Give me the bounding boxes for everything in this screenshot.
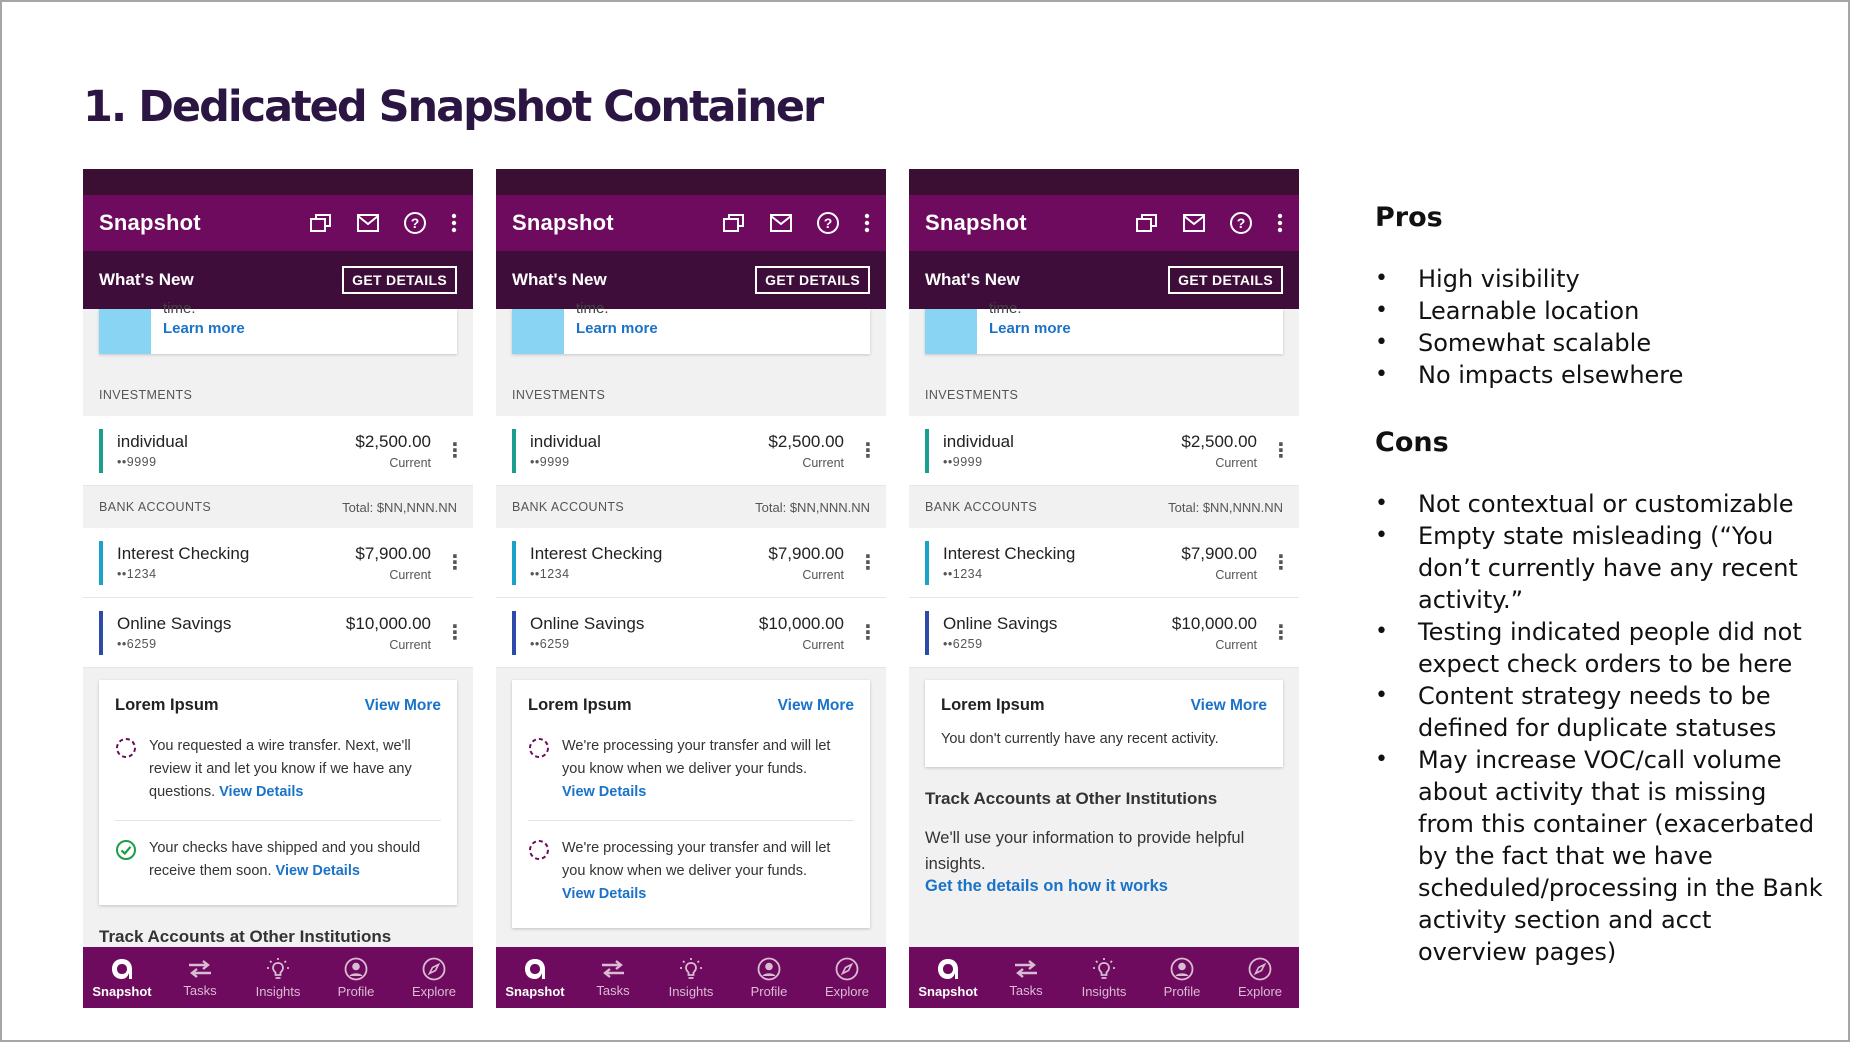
section-label-bank-accounts: BANK ACCOUNTS Total: $NN,NNN.NN — [99, 499, 457, 515]
profile-icon — [1170, 957, 1194, 981]
nav-item-insights[interactable]: Insights — [239, 947, 317, 1008]
account-name: Interest Checking — [530, 544, 663, 563]
whats-new-label: What's New — [99, 270, 194, 289]
account-color-bar — [99, 611, 103, 655]
app-title: Snapshot — [99, 210, 201, 235]
balance-label: Current — [389, 637, 431, 652]
promo-image — [512, 309, 564, 354]
accounts-switch-icon[interactable] — [1135, 212, 1159, 234]
account-color-bar — [99, 429, 103, 473]
account-row-individual[interactable] — [496, 416, 886, 486]
svg-text:?: ? — [823, 215, 833, 231]
nav-item-insights[interactable]: Insights — [1065, 947, 1143, 1008]
pending-circle-icon — [115, 737, 137, 759]
compass-icon — [422, 957, 446, 981]
app-bar — [83, 195, 473, 251]
transfer-arrows-icon — [1013, 958, 1039, 980]
lightbulb-icon — [265, 957, 291, 981]
promo-card — [99, 300, 457, 354]
pending-circle-icon — [528, 839, 550, 861]
nav-item-tasks[interactable]: Tasks — [161, 947, 239, 1008]
activity-item — [528, 820, 854, 914]
whats-new-label: What's New — [512, 270, 607, 289]
account-color-bar — [99, 541, 103, 585]
nav-item-snapshot[interactable]: Snapshot — [83, 947, 161, 1008]
track-accounts-title: Track Accounts at Other Institutions — [99, 927, 392, 946]
nav-item-profile[interactable]: Profile — [317, 947, 395, 1008]
learn-more-link[interactable]: Learn more — [163, 320, 245, 337]
account-number: ••1234 — [943, 567, 983, 581]
nav-item-tasks[interactable]: Tasks — [987, 947, 1065, 1008]
account-color-bar — [512, 611, 516, 655]
activity-text: Your checks have shipped and you should receive them soon. — [149, 840, 421, 879]
nav-item-snapshot[interactable]: Snapshot — [909, 947, 987, 1008]
account-balance: $7,900.00 — [355, 543, 431, 563]
balance-label: Current — [802, 567, 844, 582]
view-details-link[interactable]: View Details — [219, 784, 304, 800]
app-bar — [496, 195, 886, 251]
activity-card — [99, 680, 457, 905]
activity-item — [115, 820, 441, 891]
account-menu-icon[interactable]: ⋮ — [858, 621, 878, 644]
status-bar — [909, 169, 1299, 195]
bottom-navigation — [496, 947, 886, 1008]
get-details-button[interactable]: GET DETAILS — [1168, 266, 1283, 294]
activity-text: You requested a wire transfer. Next, we'll review it and let you know if we have any questions. — [149, 738, 412, 800]
snapshot-icon — [109, 957, 135, 981]
check-circle-icon — [115, 839, 137, 861]
balance-label: Current — [1215, 455, 1257, 470]
view-more-link[interactable]: View More — [364, 696, 441, 714]
empty-state-text: You don't currently have any recent activity. — [941, 731, 1219, 747]
account-menu-icon[interactable]: ⋮ — [445, 439, 465, 462]
account-row-interest-checking[interactable] — [83, 528, 473, 598]
list-item: • Not contextual or customizable — [1375, 488, 1825, 520]
mail-icon[interactable] — [357, 214, 379, 232]
mail-icon[interactable] — [770, 214, 792, 232]
account-balance: $7,900.00 — [768, 543, 844, 563]
section-label-bank-accounts: BANK ACCOUNTS Total: $NN,NNN.NN — [925, 499, 1283, 515]
cons-heading: Cons — [1375, 427, 1449, 458]
account-row-individual[interactable] — [909, 416, 1299, 486]
account-number: ••1234 — [117, 567, 157, 581]
track-accounts-description: We'll use your information to provide helpful insights. — [925, 829, 1245, 873]
list-item: • Testing indicated people did not expect check orders to be here — [1375, 616, 1825, 680]
accounts-switch-icon[interactable] — [722, 212, 746, 234]
account-menu-icon[interactable]: ⋮ — [445, 551, 465, 574]
list-item: • Empty state misleading (“You don’t currently have any recent activity.” — [1375, 520, 1825, 616]
phone-mockup-3 — [909, 169, 1299, 1008]
account-number: ••9999 — [530, 455, 570, 469]
transfer-arrows-icon — [600, 958, 626, 980]
bottom-navigation — [909, 947, 1299, 1008]
account-name: Online Savings — [117, 614, 232, 633]
view-details-link[interactable]: View Details — [562, 886, 647, 902]
track-accounts-section — [909, 767, 1299, 896]
account-menu-icon[interactable]: ⋮ — [1271, 621, 1291, 644]
balance-label: Current — [1215, 637, 1257, 652]
account-name: individual — [943, 432, 1014, 451]
account-name: individual — [117, 432, 188, 451]
lightbulb-icon — [678, 957, 704, 981]
account-name: Online Savings — [943, 614, 1058, 633]
phone-mockup-2 — [496, 169, 886, 1008]
status-bar — [83, 169, 473, 195]
balance-label: Current — [1215, 567, 1257, 582]
nav-item-tasks[interactable]: Tasks — [574, 947, 652, 1008]
account-balance: $2,500.00 — [768, 431, 844, 451]
balance-label: Current — [802, 637, 844, 652]
compass-icon — [835, 957, 859, 981]
promo-text: time. — [989, 300, 1022, 317]
account-color-bar — [925, 611, 929, 655]
more-vert-icon[interactable] — [864, 213, 870, 233]
account-name: individual — [530, 432, 601, 451]
promo-text: time. — [576, 300, 609, 317]
activity-card — [512, 680, 870, 928]
whats-new-bar — [909, 251, 1299, 309]
pros-cons-panel — [1375, 202, 1825, 968]
whats-new-label: What's New — [925, 270, 1020, 289]
account-color-bar — [512, 429, 516, 473]
account-balance: $7,900.00 — [1181, 543, 1257, 563]
activity-card-title: Lorem Ipsum — [941, 696, 1045, 714]
nav-item-profile[interactable]: Profile — [730, 947, 808, 1008]
account-balance: $2,500.00 — [1181, 431, 1257, 451]
view-more-link[interactable]: View More — [777, 696, 854, 714]
promo-card — [925, 300, 1283, 354]
list-item: • Learnable location — [1375, 295, 1825, 327]
list-item: • Somewhat scalable — [1375, 327, 1825, 359]
learn-more-link[interactable]: Learn more — [576, 320, 658, 337]
section-label-investments: INVESTMENTS — [512, 388, 606, 402]
account-number: ••1234 — [530, 567, 570, 581]
account-balance: $10,000.00 — [345, 613, 431, 633]
account-number: ••6259 — [117, 637, 157, 651]
account-balance: $2,500.00 — [355, 431, 431, 451]
phone-mockups — [83, 169, 1299, 1008]
track-accounts-title: Track Accounts at Other Institutions — [925, 789, 1218, 808]
transfer-arrows-icon — [187, 958, 213, 980]
bank-total: Total: $NN,NNN.NN — [755, 499, 870, 515]
list-item: • No impacts elsewhere — [1375, 359, 1825, 391]
account-row-online-savings[interactable] — [83, 598, 473, 668]
nav-item-snapshot[interactable]: Snapshot — [496, 947, 574, 1008]
accounts-switch-icon[interactable] — [309, 212, 333, 234]
list-item: • Content strategy needs to be defined for duplicate statuses — [1375, 680, 1825, 744]
compass-icon — [1248, 957, 1272, 981]
bottom-navigation — [83, 947, 473, 1008]
account-number: ••9999 — [117, 455, 157, 469]
account-number: ••9999 — [943, 455, 983, 469]
activity-item — [528, 727, 854, 812]
get-details-button[interactable]: GET DETAILS — [755, 266, 870, 294]
app-bar-actions — [722, 211, 870, 235]
nav-item-insights[interactable]: Insights — [652, 947, 730, 1008]
account-number: ••6259 — [530, 637, 570, 651]
profile-icon — [757, 957, 781, 981]
balance-label: Current — [389, 567, 431, 582]
list-item: • High visibility — [1375, 263, 1825, 295]
account-name: Interest Checking — [117, 544, 250, 563]
account-menu-icon[interactable]: ⋮ — [1271, 439, 1291, 462]
view-details-link[interactable]: View Details — [275, 863, 360, 879]
nav-item-profile[interactable]: Profile — [1143, 947, 1221, 1008]
promo-text: time. — [163, 300, 196, 317]
promo-card — [512, 300, 870, 354]
learn-more-link[interactable]: Learn more — [989, 320, 1071, 337]
snapshot-icon — [935, 957, 961, 981]
list-item: • May increase VOC/call volume about activity that is missing from this container (exacerbated by the fact that we have scheduled/processing in the Bank activity section and acct overview pages) — [1375, 744, 1825, 968]
activity-card — [925, 680, 1283, 767]
pending-circle-icon — [528, 737, 550, 759]
promo-image — [99, 309, 151, 354]
account-name: Online Savings — [530, 614, 645, 633]
account-name: Interest Checking — [943, 544, 1076, 563]
account-menu-icon[interactable]: ⋮ — [858, 551, 878, 574]
get-details-button[interactable]: GET DETAILS — [342, 266, 457, 294]
bank-total: Total: $NN,NNN.NN — [1168, 499, 1283, 515]
more-vert-icon[interactable] — [1277, 213, 1283, 233]
balance-label: Current — [389, 455, 431, 470]
snapshot-icon — [522, 957, 548, 981]
account-menu-icon[interactable]: ⋮ — [858, 439, 878, 462]
account-row-online-savings[interactable] — [909, 598, 1299, 668]
section-label-bank-accounts: BANK ACCOUNTS Total: $NN,NNN.NN — [512, 499, 870, 515]
help-icon[interactable] — [1229, 211, 1253, 235]
app-title: Snapshot — [925, 210, 1027, 235]
pros-list — [1375, 263, 1825, 391]
whats-new-bar — [83, 251, 473, 309]
account-color-bar — [512, 541, 516, 585]
view-details-link[interactable]: View Details — [562, 784, 647, 800]
more-vert-icon[interactable] — [451, 213, 457, 233]
pros-heading: Pros — [1375, 202, 1443, 233]
section-label-investments: INVESTMENTS — [925, 388, 1019, 402]
section-label-investments: INVESTMENTS — [99, 388, 193, 402]
account-color-bar — [925, 429, 929, 473]
phone-mockup-1 — [83, 169, 473, 1008]
account-balance: $10,000.00 — [758, 613, 844, 633]
account-number: ••6259 — [943, 637, 983, 651]
mail-icon[interactable] — [1183, 214, 1205, 232]
nav-item-explore[interactable]: Explore — [395, 947, 473, 1008]
app-bar — [909, 195, 1299, 251]
profile-icon — [344, 957, 368, 981]
app-bar-actions — [1135, 211, 1283, 235]
svg-text:?: ? — [410, 215, 420, 231]
help-icon[interactable] — [403, 211, 427, 235]
promo-image — [925, 309, 977, 354]
account-row-individual[interactable] — [83, 416, 473, 486]
status-bar — [496, 169, 886, 195]
nav-item-explore[interactable]: Explore — [1221, 947, 1299, 1008]
get-details-link[interactable]: Get the details on how it works — [925, 877, 1168, 895]
account-menu-icon[interactable]: ⋮ — [1271, 551, 1291, 574]
account-row-interest-checking[interactable] — [909, 528, 1299, 598]
whats-new-bar — [496, 251, 886, 309]
help-icon[interactable] — [816, 211, 840, 235]
cons-list — [1375, 488, 1825, 968]
svg-text:?: ? — [1236, 215, 1246, 231]
bank-total: Total: $NN,NNN.NN — [342, 499, 457, 515]
account-row-interest-checking[interactable] — [496, 528, 886, 598]
activity-card-title: Lorem Ipsum — [115, 696, 219, 714]
view-more-link[interactable]: View More — [1190, 696, 1267, 714]
account-row-online-savings[interactable] — [496, 598, 886, 668]
app-bar-actions — [309, 211, 457, 235]
balance-label: Current — [802, 455, 844, 470]
slide-title: 1. Dedicated Snapshot Container — [83, 82, 823, 132]
account-color-bar — [925, 541, 929, 585]
app-title: Snapshot — [512, 210, 614, 235]
activity-item — [115, 727, 441, 812]
account-balance: $10,000.00 — [1171, 613, 1257, 633]
nav-item-explore[interactable]: Explore — [808, 947, 886, 1008]
lightbulb-icon — [1091, 957, 1117, 981]
activity-card-title: Lorem Ipsum — [528, 696, 632, 714]
activity-text: We're processing your transfer and will let you know when we deliver your funds. — [562, 840, 831, 879]
account-menu-icon[interactable]: ⋮ — [445, 621, 465, 644]
activity-text: We're processing your transfer and will let you know when we deliver your funds. — [562, 738, 831, 777]
